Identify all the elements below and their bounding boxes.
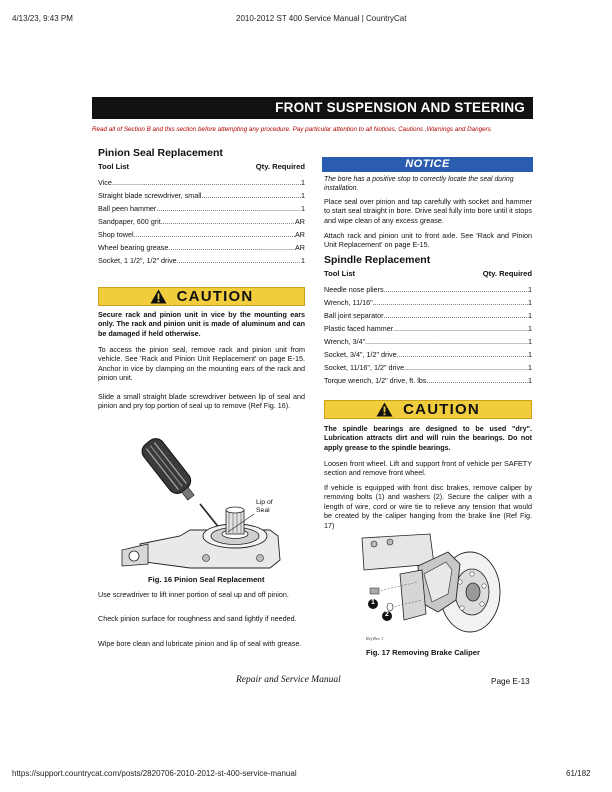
right-paragraph-2: Attach rack and pinion unit to front axle. See 'Rack and Pinion Unit Replacement' on page E-15.	[324, 231, 532, 250]
left-paragraph-3: Use screwdriver to lift inner portion of seal up and off pinion.	[98, 590, 289, 599]
tool-name: Wrench, 11/16"	[324, 298, 373, 307]
tool-row	[324, 374, 532, 387]
tool-name: Shop towel	[98, 230, 134, 239]
tool-name: Vice	[98, 178, 112, 187]
print-page-title: 2010-2012 ST 400 Service Manual | CountryCat	[236, 14, 407, 23]
left-paragraph-2: Slide a small straight blade screwdriver between lip of seal and pinion and pry top portion of seal up to remove (Ref Fig. 16).	[98, 392, 305, 411]
warning-triangle-icon	[376, 402, 393, 417]
spindle-tool-list	[324, 269, 532, 387]
tool-qty: 1	[528, 350, 532, 359]
tool-qty: 1	[301, 191, 305, 200]
tool-name: Wheel bearing grease	[98, 243, 169, 252]
tool-name: Socket, 11/16", 1/2" drive	[324, 363, 405, 372]
tool-qty: 1	[528, 298, 532, 307]
caution-label-1: CAUTION	[176, 288, 254, 305]
manual-footer-title: Repair and Service Manual	[236, 675, 341, 685]
left-paragraph-1: To access the pinion seal, remove rack and pinion unit from vehicle. See 'Rack and Pinion Unit Replacement' on page E-15. Anchor in vice by clamping on the mounting ears of the rack and pinion unit.	[98, 345, 305, 383]
leader-dots	[393, 322, 528, 335]
tool-name: Plastic faced hammer	[324, 324, 394, 333]
caution-box-1	[98, 287, 305, 306]
leader-dots	[161, 215, 295, 228]
pinion-tool-list	[98, 162, 305, 267]
tool-name: Ball peen hammer	[98, 204, 157, 213]
tool-row	[324, 322, 532, 335]
leader-dots	[177, 254, 301, 267]
warning-triangle-icon	[150, 289, 167, 304]
leader-dots	[428, 374, 528, 387]
qty-header: Qty. Required	[255, 162, 305, 171]
tool-qty: 1	[301, 204, 305, 213]
tool-qty: 1	[528, 376, 532, 385]
tool-qty: AR	[295, 243, 305, 252]
leader-dots	[384, 283, 528, 296]
tool-name: Needle nose pliers	[324, 285, 384, 294]
pinion-heading: Pinion Seal Replacement	[98, 147, 223, 159]
tool-row	[98, 241, 305, 254]
tool-row	[324, 309, 532, 322]
tool-name: Straight blade screwdriver, small	[98, 191, 202, 200]
left-paragraph-5: Wipe bore clean and lubricate pinion and lip of seal with grease.	[98, 639, 302, 648]
manual-page-number: Page E-13	[491, 677, 530, 686]
callout-1: 1	[371, 599, 375, 606]
tool-row	[98, 189, 305, 202]
leader-dots	[365, 335, 528, 348]
tool-qty: 1	[528, 324, 532, 333]
qty-header: Qty. Required	[482, 269, 532, 278]
caution-label-2: CAUTION	[403, 401, 480, 418]
leader-dots	[397, 348, 528, 361]
fig17-caption: Fig. 17 Removing Brake Caliper	[366, 648, 480, 657]
tool-qty: 1	[528, 285, 532, 294]
tool-row	[98, 176, 305, 189]
tool-qty: AR	[295, 230, 305, 239]
leader-dots	[201, 189, 301, 202]
tool-qty: 1	[528, 337, 532, 346]
tool-name: Ball joint separator	[324, 311, 384, 320]
warning-notice-line: Read all of Section B and this section before attempting any procedure. Pay particular attention to all Notices, Cautions ,Warnings and Dangers	[92, 126, 491, 133]
tool-row	[324, 283, 532, 296]
tool-row	[98, 228, 305, 241]
print-timestamp: 4/13/23, 9:43 PM	[12, 14, 73, 23]
tool-qty: AR	[295, 217, 305, 226]
tool-row	[98, 254, 305, 267]
tool-row	[324, 335, 532, 348]
print-url[interactable]: https://support.countrycat.com/posts/2820706-2010-2012-st-400-service-manual	[12, 769, 297, 778]
tool-qty: 1	[528, 363, 532, 372]
tool-name: Socket, 1 1/2", 1/2" drive	[98, 256, 177, 265]
right-paragraph-3: Loosen front wheel. Lift and support front of vehicle per SAFETY section and remove front wheel.	[324, 459, 532, 478]
right-paragraph-1: Place seal over pinion and tap carefully with socket and hammer to start seal straight in bore. Drive seal fully into bore until it stops and wipe clean of any excess grease.	[324, 197, 532, 225]
fig16-caption: Fig. 16 Pinion Seal Replacement	[148, 575, 265, 584]
print-page-count: 61/182	[566, 769, 591, 778]
brake-caliper-illustration	[360, 530, 510, 650]
leader-dots	[373, 296, 528, 309]
lip-of-seal-callout: Lip of Seal	[256, 499, 273, 514]
leader-dots	[168, 241, 295, 254]
caution-box-2	[324, 400, 532, 419]
leader-dots	[384, 309, 528, 322]
leader-dots	[112, 176, 301, 189]
leader-dots	[404, 361, 528, 374]
notice-header: NOTICE	[322, 157, 533, 172]
tool-name: Socket, 3/4", 1/2" drive	[324, 350, 397, 359]
tool-qty: 1	[528, 311, 532, 320]
tool-name: Sandpaper, 600 grit	[98, 217, 161, 226]
leader-dots	[134, 228, 295, 241]
notice-text: The bore has a positive stop to correctly locate the seal during installation.	[324, 176, 514, 192]
tool-qty: 1	[301, 178, 305, 187]
tool-row	[98, 215, 305, 228]
caution-text-2: The spindle bearings are designed to be used "dry". Lubrication attracts dirt and will ruin the bearings. Do not apply grease to the spindle bearings.	[324, 424, 532, 452]
tool-row	[324, 348, 532, 361]
tool-row	[98, 202, 305, 215]
tool-list-header: Tool List	[324, 269, 356, 278]
left-paragraph-4: Check pinion surface for roughness and sand lightly if needed.	[98, 614, 297, 623]
tool-name: Torque wrench, 1/2" drive, ft. lbs.	[324, 376, 429, 385]
tool-list-header: Tool List	[98, 162, 130, 171]
fig17-ref: Ref Rev 1	[366, 636, 384, 641]
spindle-heading: Spindle Replacement	[324, 254, 431, 266]
callout-2: 2	[385, 611, 389, 618]
leader-dots	[156, 202, 301, 215]
right-paragraph-4: If vehicle is equipped with front disc brakes, remove caliper by removing bolts (1) and washers (2). Secure the caliper with a length of wire, cord or wire tie to relieve any tension that would be created by the caliper hanging from the brake line (Ref Fig. 17)	[324, 483, 532, 530]
tool-row	[324, 296, 532, 309]
caution-text-1: Secure rack and pinion unit in vice by the mounting ears only. The rack and pinion unit is made of aluminum and can be damaged if held otherwise.	[98, 310, 305, 338]
tool-name: Wrench, 3/4"	[324, 337, 366, 346]
section-banner: FRONT SUSPENSION AND STEERING	[92, 97, 533, 119]
tool-qty: 1	[301, 256, 305, 265]
tool-row	[324, 361, 532, 374]
